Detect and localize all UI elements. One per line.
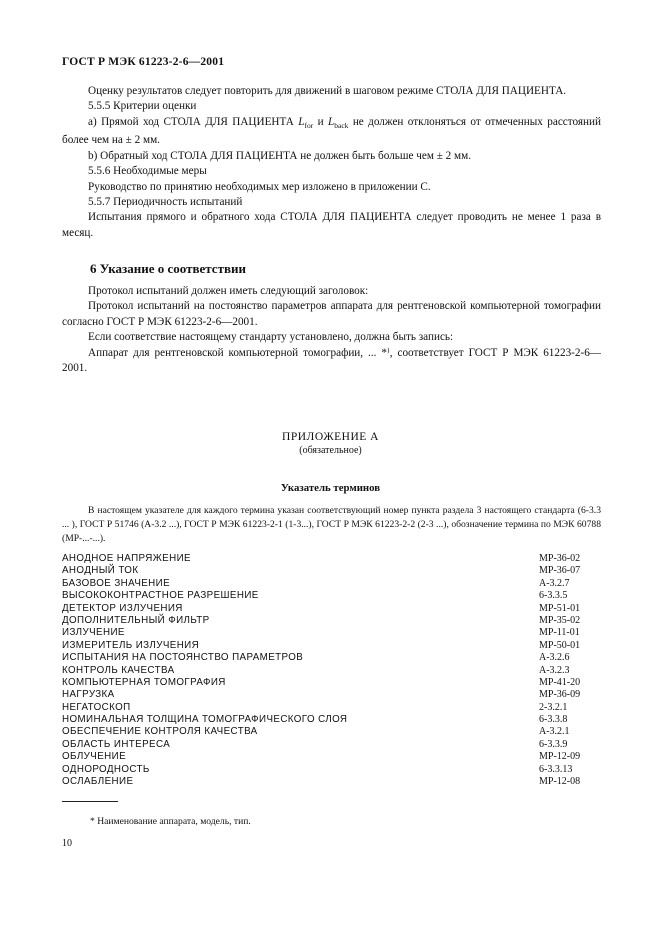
term-ref: МР-36-02 xyxy=(539,553,581,564)
term-ref: А-3.2.7 xyxy=(539,577,570,589)
criterion-a-conj: и xyxy=(313,115,329,128)
term-ref: 6-3.3.5 xyxy=(539,590,568,602)
term-name: ОБЛУЧЕНИЕ xyxy=(62,751,127,763)
term-ref: МР-50-01 xyxy=(539,639,581,651)
criterion-b: b) Обратный ход СТОЛА ДЛЯ ПАЦИЕНТА не должен быть больше чем ± 2 мм. xyxy=(88,149,472,162)
term-name: АНОДНЫЙ ТОК xyxy=(62,565,139,577)
clause-5-5-6-heading: 5.5.6 Необходимые меры xyxy=(88,165,207,178)
symbol-l-back: L xyxy=(328,115,335,128)
list-item xyxy=(62,702,601,714)
term-name: БАЗОВОЕ ЗНАЧЕНИЕ xyxy=(62,577,171,589)
list-item xyxy=(62,751,601,763)
list-item xyxy=(62,689,601,701)
list-item xyxy=(62,640,601,652)
term-ref: 2-3.2.1 xyxy=(539,701,568,713)
symbol-l-for: L xyxy=(298,115,305,128)
subscript-back: back xyxy=(334,121,349,131)
paragraph-periodicity: Испытания прямого и обратного хода СТОЛА ДЛЯ ПАЦИЕНТА следует проводить не менее 1 раза в месяц. xyxy=(62,211,601,239)
term-ref: МР-36-07 xyxy=(539,565,581,577)
page-number: 10 xyxy=(62,838,72,849)
list-item xyxy=(62,726,601,738)
term-name: ИЗЛУЧЕНИЕ xyxy=(62,627,125,639)
list-item xyxy=(62,764,601,776)
term-ref: 6-3.3.9 xyxy=(539,738,568,750)
section-6-p2: Протокол испытаний на постоянство параметров аппарата для рентгеновской компьютерной томографии согласно ГОСТ Р МЭК 61223-2-6—2001. xyxy=(62,300,601,328)
term-name: ДОПОЛНИТЕЛЬНЫЙ ФИЛЬТР xyxy=(62,614,210,626)
list-item xyxy=(62,603,601,615)
annex-subtitle: (обязательное) xyxy=(299,445,362,456)
paragraph-measures: Руководство по принятию необходимых мер изложено в приложении С. xyxy=(88,180,431,193)
section-6-title: 6 Указание о соответствии xyxy=(90,261,246,276)
term-ref: МР-36-09 xyxy=(539,689,581,701)
list-item xyxy=(62,665,601,677)
term-ref: 6-3.3.8 xyxy=(539,714,568,726)
paragraph-stepping-mode: Оценку результатов следует повторить для движений в шаговом режиме СТОЛА ДЛЯ ПАЦИЕНТА. xyxy=(88,85,567,97)
criterion-a xyxy=(62,115,601,149)
term-name: ОБЛАСТЬ ИНТЕРЕСА xyxy=(62,738,171,750)
footnote: * Наименование аппарата, модель, тип. xyxy=(90,816,251,827)
term-name: ОДНОРОДНОСТЬ xyxy=(62,763,150,775)
list-item xyxy=(62,615,601,627)
term-ref: 6-3.3.13 xyxy=(539,763,573,775)
term-name: ИЗМЕРИТЕЛЬ ИЗЛУЧЕНИЯ xyxy=(62,639,200,651)
term-ref: А-3.2.1 xyxy=(539,726,570,738)
term-name: НАГРУЗКА xyxy=(62,689,115,701)
subscript-for: for xyxy=(304,121,314,131)
section-6-p3: Если соответствие настоящему стандарту установлено, должна быть запись: xyxy=(88,331,454,344)
criterion-a-tail: не должен отклоняться от отмеченных расстояний более чем на ± 2 мм. xyxy=(62,115,601,147)
list-item xyxy=(62,677,601,689)
term-name: ОСЛАБЛЕНИЕ xyxy=(62,776,134,788)
list-item xyxy=(62,553,601,565)
term-name: КОМПЬЮТЕРНАЯ ТОМОГРАФИЯ xyxy=(62,676,226,688)
list-item xyxy=(62,776,601,788)
section-6-p1: Протокол испытаний должен иметь следующий заголовок: xyxy=(88,285,369,297)
term-name: КОНТРОЛЬ КАЧЕСТВА xyxy=(62,664,175,676)
term-ref: МР-12-08 xyxy=(539,776,581,788)
document-header: ГОСТ Р МЭК 61223-2-6—2001 xyxy=(62,56,225,68)
section-6-p4: Аппарат для рентгеновской компьютерной томографии, ... *⁾, соответствует ГОСТ Р МЭК 61223-2-6—2001. xyxy=(62,346,601,375)
term-ref: А-3.2.6 xyxy=(539,652,570,664)
term-ref: А-3.2.3 xyxy=(539,664,570,676)
footnote-divider xyxy=(62,801,118,802)
list-item xyxy=(62,578,601,590)
list-item xyxy=(62,565,601,577)
list-item xyxy=(62,590,601,602)
list-item xyxy=(62,739,601,751)
list-item xyxy=(62,627,601,639)
list-item xyxy=(62,714,601,726)
term-ref: МР-12-09 xyxy=(539,751,581,763)
term-name: НЕГАТОСКОП xyxy=(62,701,131,713)
term-name: ВЫСОКОКОНТРАСТНОЕ РАЗРЕШЕНИЕ xyxy=(62,590,259,602)
term-name: НОМИНАЛЬНАЯ ТОЛЩИНА ТОМОГРАФИЧЕСКОГО СЛОЯ xyxy=(62,714,348,726)
term-ref: МР-35-02 xyxy=(539,614,581,626)
clause-5-5-7-heading: 5.5.7 Периодичность испытаний xyxy=(88,196,243,209)
term-ref: МР-51-01 xyxy=(539,602,581,614)
term-name: ИСПЫТАНИЯ НА ПОСТОЯНСТВО ПАРАМЕТРОВ xyxy=(62,652,304,664)
index-title: Указатель терминов xyxy=(280,482,381,494)
term-name: ОБЕСПЕЧЕНИЕ КОНТРОЛЯ КАЧЕСТВА xyxy=(62,726,258,738)
clause-5-5-5-heading: 5.5.5 Критерии оценки xyxy=(88,100,197,113)
term-ref: МР-41-20 xyxy=(539,676,581,688)
section-6-text xyxy=(62,284,601,376)
term-name: ДЕТЕКТОР ИЗЛУЧЕНИЯ xyxy=(62,602,183,614)
criterion-a-text: а) Прямой ход СТОЛА ДЛЯ ПАЦИЕНТА xyxy=(88,115,299,128)
terms-list xyxy=(62,553,601,788)
annex-title: ПРИЛОЖЕНИЕ А xyxy=(282,431,379,443)
section-5-5-text xyxy=(62,84,601,241)
list-item xyxy=(62,652,601,664)
term-ref: МР-11-01 xyxy=(539,627,580,639)
index-intro: В настоящем указателе для каждого термина указан соответствующий номер пункта раздела 3 настоящего стандарта (6-3.3 ... ), ГОСТ Р 51746 (А-3.2 ...), ГОСТ Р МЭК 61223-2-1 (1-3...), ГОСТ Р МЭК 61223-2-2 (2-3 ...), обозначение термина по МЭК 60788 (МР-...-...). xyxy=(62,505,601,544)
term-name: АНОДНОЕ НАПРЯЖЕНИЕ xyxy=(62,553,191,564)
